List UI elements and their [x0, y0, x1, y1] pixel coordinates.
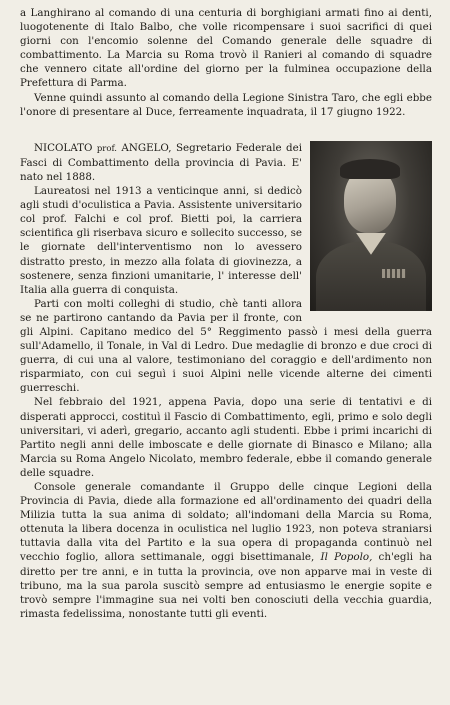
bio-lead-text: Segretario Federale dei Fasci di Combattimento della provincia di Pavia. E' nato nel 1888.	[20, 141, 302, 183]
newspaper-title: Il Popolo,	[320, 551, 373, 564]
bio-paragraph-4: Nel febbraio del 1921, appena Pavia, dopo una serie di tentativi e di disperati approcci, costituì il Fascio di Combattimento, egli, primo e solo degli universitari, vi aderì, gregario, accanto agli studenti. Ebbe i primi incarichi di Partito negli anni delle imboscate e delle giornate di Binasco e Milano; alla Marcia su Roma Angelo Nicolato, membro federale, ebbe il comando generale delle squadre.	[20, 396, 432, 479]
bio-paragraph-5-b: ch'egli ha diretto per tre anni, e in tutta la provincia, ove non apparve mai in veste di tribuno, ma la sua parola suscitò sempre ad entusiasmo le energie sopite e trovò sempre l'immagine sua nei volti ben conosciuti della vecchia guardia, rimasta fedelissima, nonostante tutti gli eventi.	[20, 551, 433, 620]
portrait-photo	[310, 141, 432, 311]
portrait-hair	[340, 159, 400, 179]
section-gap	[20, 119, 432, 141]
bio-name: NICOLATO	[34, 141, 93, 154]
bio-paragraph-5-a: Console generale comandante il Gruppo delle cinque Legioni della Provincia di Pavia, diede alla formazione ed all'ordinamento dei quadri della Milizia tutta la sua anima di soldato; all'indomani della Marcia su Roma, ottenuta la libera docenza in oculistica nel luglio 1923, non poteva straniarsi tuttavia dalla vita del Partito e la sua opera di propaganda continuò nel vecchio foglio, allora settimanale, oggi bisettimanale,	[20, 481, 432, 564]
portrait-ribbons	[382, 269, 406, 278]
bio-title: prof.	[96, 143, 117, 154]
bio-paragraph-5	[20, 480, 432, 621]
intro-paragraph-2: Venne quindi assunto al comando della Legione Sinistra Taro, che egli ebbe l'onore di presentare al Duce, ferreamente inquadrata, il 17 giugno 1922.	[20, 91, 432, 118]
intro-paragraph-1: a Langhirano al comando di una centuria di borghigiani armati fino ai denti, luogotenente di Italo Balbo, che volle ricompensare i suoi sacrifici di quei giorni con l'encomio solenne del Comando generale delle squadre di combattimento. La Marcia su Roma trovò il Ranieri al comando di squadre che vennero citate all'ordine del giorno per la fulminea occupazione della Prefettura di Parma.	[20, 7, 432, 90]
bio-paragraph-2: Laureatosi nel 1913 a venticinque anni, si dedicò agli studi d'oculistica a Pavia. Assistente universitario col prof. Falchi e col prof. Bietti poi, la carriera scientifica gli riserbava sicuro e sollecito successo, se le giornate dell'interventismo non lo avessero distratto presto, in mezzo alla folata di giovinezza, a sostenere, senza finzioni umanitarie, l' interesse dell' Italia alla guerra di conquista.	[20, 185, 302, 296]
bio-paragraph-3: Parti con molti colleghi di studio, chè tanti allora se ne partirono cantando da Pavia per il fronte, con gli Alpini. Capitano medico del 5° Reggimento passò i mesi della guerra sull'Adamello, il Tonale, in Val di Ledro. Due medaglie di bronzo e due croci di guerra, di cui una al valore, testimoniano del coraggio e dell'ardimento non risparmiato, con cui seguì i suoi Alpini nelle vicende alterne dei cimenti guerreschi.	[20, 297, 432, 395]
bio-first-name: ANGELO,	[121, 141, 172, 154]
